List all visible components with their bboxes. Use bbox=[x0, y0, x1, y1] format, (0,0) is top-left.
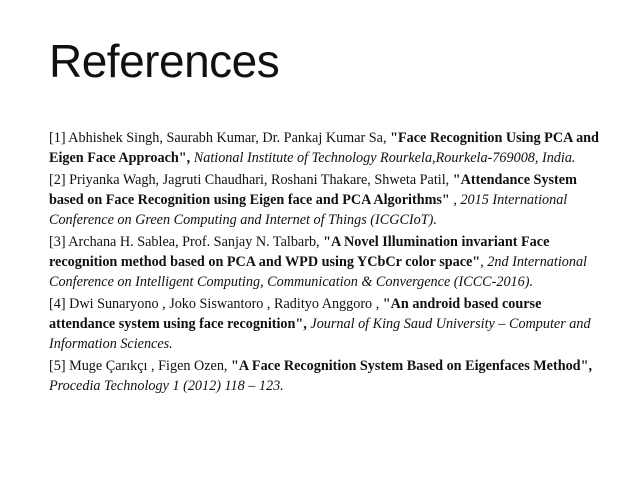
reference-number: [5] bbox=[49, 358, 66, 374]
reference-number: [3] bbox=[49, 234, 66, 250]
reference-title: "An android based course attendance system using face recognition", bbox=[49, 296, 542, 332]
slide-title: References bbox=[49, 35, 280, 87]
reference-venue: Journal of King Saud University – Computer and Information Sciences. bbox=[49, 316, 591, 352]
reference-item-2 bbox=[49, 170, 609, 230]
reference-authors: Dwi Sunaryono , Joko Siswantoro , Radityo Anggoro , bbox=[65, 296, 383, 312]
reference-venue: National Institute of Technology Rourkela,Rourkela-769008, India. bbox=[193, 150, 576, 166]
reference-item-5 bbox=[49, 356, 609, 396]
reference-venue: 2015 International Conference on Green Computing and Internet of Things (ICGCIoT). bbox=[49, 192, 568, 228]
reference-item-1 bbox=[49, 128, 609, 168]
reference-number: [4] bbox=[49, 296, 66, 312]
reference-item-3 bbox=[49, 232, 609, 292]
reference-venue: Procedia Technology 1 (2012) 118 – 123. bbox=[49, 378, 284, 394]
reference-title: "A Novel Illumination invariant Face recognition method based on PCA and WPD using YCbCr color space" bbox=[49, 234, 550, 270]
reference-list bbox=[49, 128, 609, 398]
reference-title: "Attendance System based on Face Recognition using Eigen face and PCA Algorithms" bbox=[49, 172, 577, 208]
reference-authors: Muge Çarıkçı , Figen Ozen, bbox=[65, 358, 232, 374]
reference-authors: Archana H. Sablea, Prof. Sanjay N. Talbarb, bbox=[65, 234, 324, 250]
reference-number: [1] bbox=[49, 130, 66, 146]
reference-venue: 2nd International Conference on Intelligent Computing, Communication & Convergence (ICCC-2016). bbox=[49, 254, 587, 290]
reference-title: "A Face Recognition System Based on Eigenfaces Method", bbox=[231, 358, 592, 374]
reference-separator: , bbox=[449, 192, 461, 208]
reference-item-4 bbox=[49, 294, 609, 354]
reference-title: "Face Recognition Using PCA and Eigen Face Approach", bbox=[49, 130, 599, 166]
reference-authors: Abhishek Singh, Saurabh Kumar, Dr. Pankaj Kumar Sa, bbox=[65, 130, 391, 146]
reference-number: [2] bbox=[49, 172, 66, 188]
reference-separator: , bbox=[480, 254, 488, 270]
reference-authors: Priyanka Wagh, Jagruti Chaudhari, Roshani Thakare, Shweta Patil, bbox=[65, 172, 453, 188]
